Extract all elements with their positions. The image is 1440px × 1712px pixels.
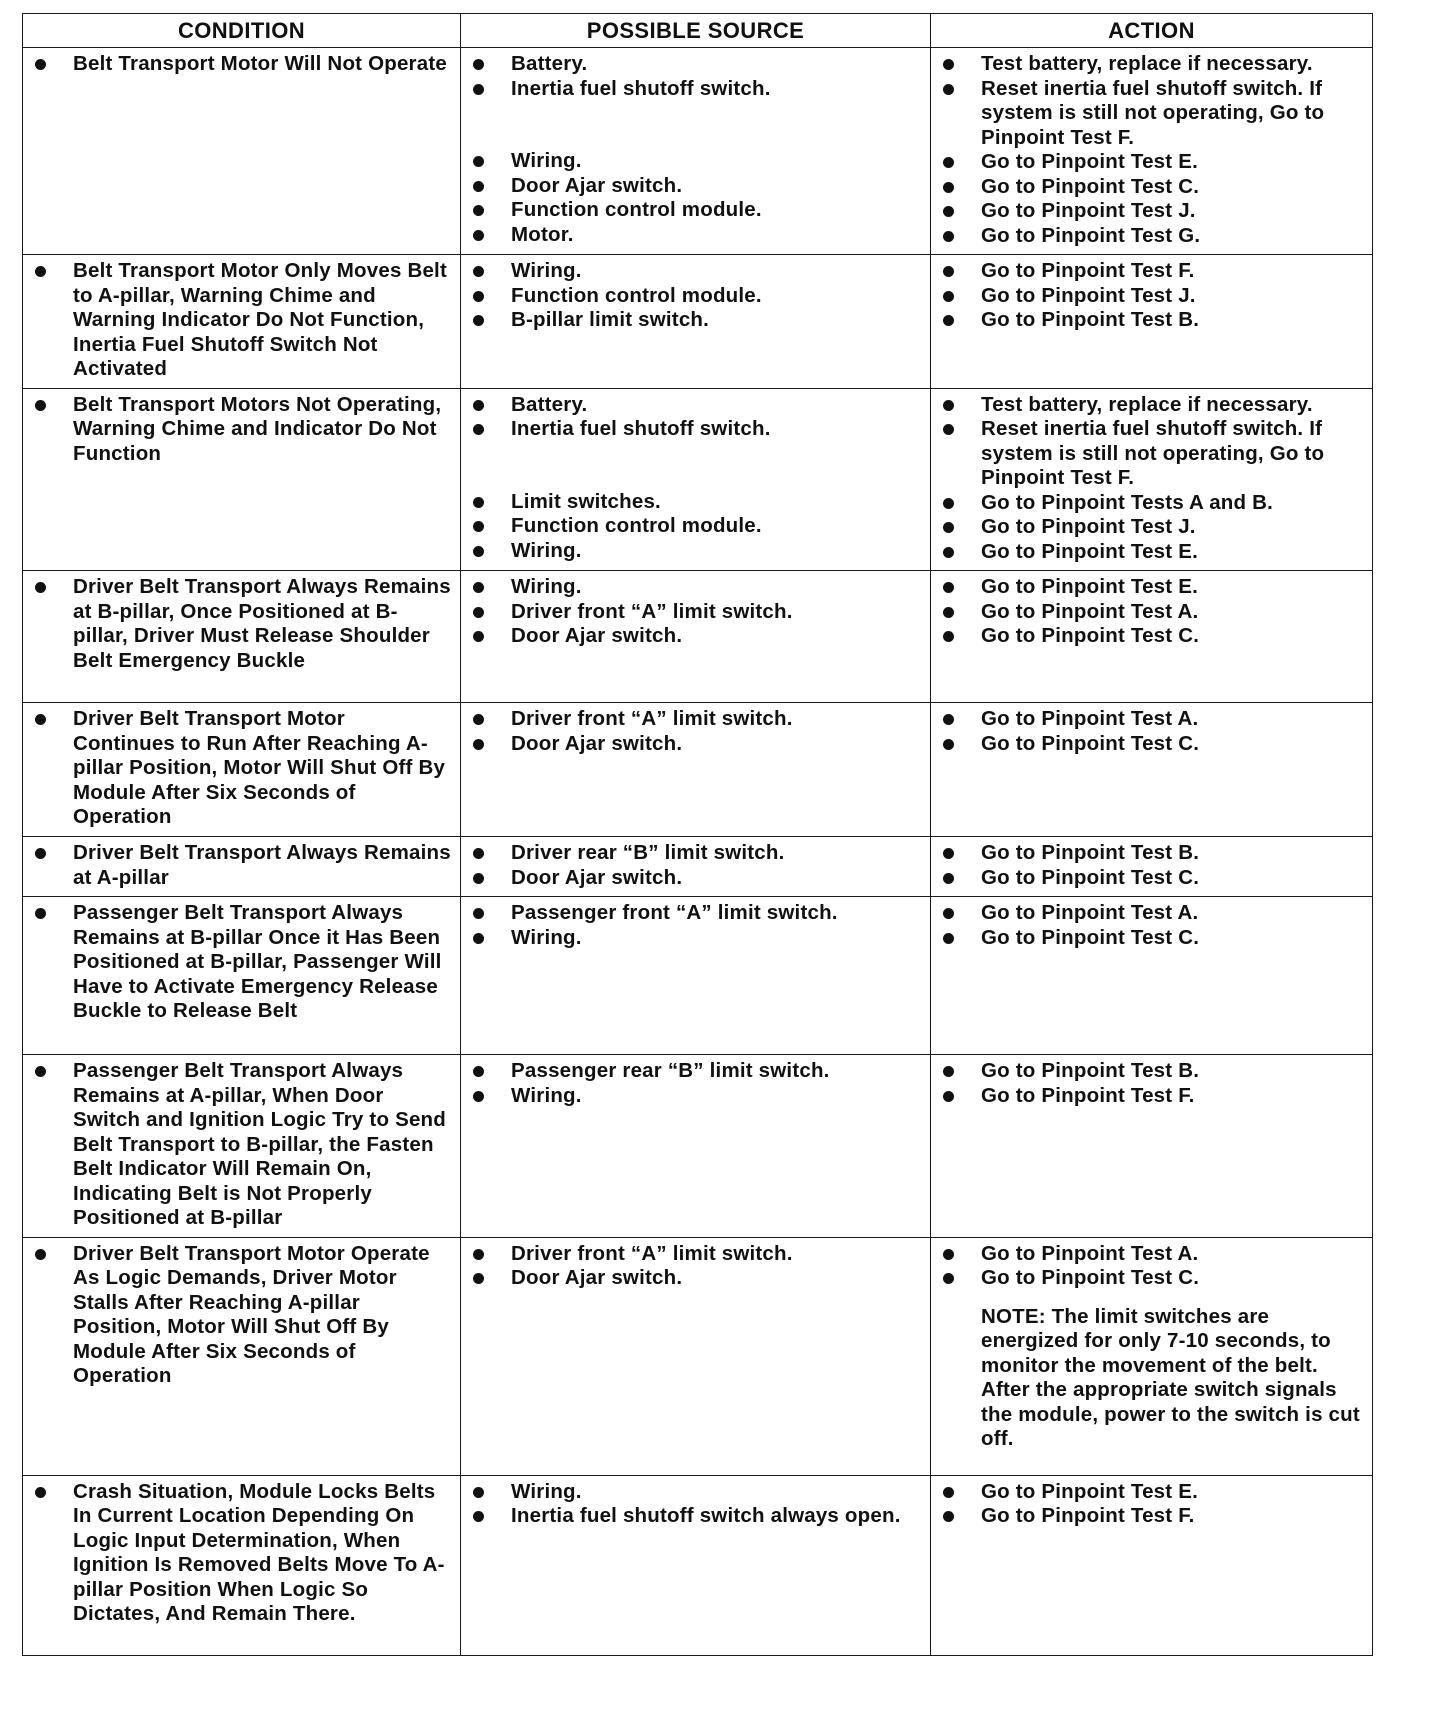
bullet-icon (943, 206, 954, 217)
bullet-icon (473, 908, 484, 919)
source-item-text: Wiring. (511, 925, 582, 949)
header-row (23, 14, 1373, 48)
source-item-text: Battery. (511, 52, 588, 75)
bullet-icon (35, 400, 46, 411)
bullet-icon (943, 231, 954, 242)
bullet-icon (473, 1487, 484, 1498)
condition-item-text: Belt Transport Motors Not Operating, Warning Chime and Indicator Do Not Function (73, 392, 442, 465)
bullet-icon (473, 848, 484, 859)
bullet-icon (473, 230, 484, 241)
source-cell (461, 255, 931, 389)
action-item (939, 491, 1364, 516)
source-item-text: Inertia fuel shutoff switch always open. (511, 1504, 901, 1527)
bullet-icon (473, 933, 484, 944)
source-item (469, 1242, 922, 1267)
bullet-icon (943, 607, 954, 618)
source-cell (461, 571, 931, 703)
bullet-icon (943, 547, 954, 558)
action-cell (931, 48, 1373, 255)
source-item (469, 308, 922, 333)
condition-cell (23, 703, 461, 837)
source-item-text: Driver front “A” limit switch. (511, 599, 793, 623)
bullet-icon (473, 497, 484, 508)
action-item (939, 308, 1364, 333)
source-cell (461, 1055, 931, 1238)
source-cell (461, 388, 931, 571)
condition-cell (23, 837, 461, 897)
action-item (939, 199, 1364, 224)
bullet-icon (473, 84, 484, 95)
table-row (23, 897, 1373, 1055)
action-item (939, 901, 1364, 926)
condition-cell (23, 1475, 461, 1655)
bullet-icon (35, 714, 46, 725)
source-item (469, 259, 922, 284)
bullet-icon (473, 315, 484, 326)
bullet-icon (943, 908, 954, 919)
action-cell (931, 837, 1373, 897)
source-cell (461, 1475, 931, 1655)
action-cell (931, 255, 1373, 389)
source-cell (461, 897, 931, 1055)
bullet-icon (943, 498, 954, 509)
bullet-icon (473, 521, 484, 532)
bullet-icon (35, 1487, 46, 1498)
bullet-icon (943, 1249, 954, 1260)
source-cell (461, 703, 931, 837)
source-item-text: Door Ajar switch. (511, 865, 683, 889)
action-cell (931, 571, 1373, 703)
source-item-text: Wiring. (511, 1083, 582, 1107)
bullet-icon (473, 546, 484, 557)
source-item (469, 149, 922, 174)
condition-item (31, 901, 452, 1024)
source-item (469, 284, 922, 309)
action-item (939, 1266, 1364, 1291)
header-action: ACTION (931, 14, 1373, 48)
action-item-text: Go to Pinpoint Test E. (981, 539, 1198, 563)
condition-item (31, 575, 452, 673)
action-item (939, 150, 1364, 175)
header-condition: CONDITION (23, 14, 461, 48)
action-item-text: Go to Pinpoint Test B. (981, 308, 1200, 331)
bullet-icon (943, 400, 954, 411)
source-item (469, 1266, 922, 1291)
table-row (23, 1055, 1373, 1238)
condition-item (31, 707, 452, 830)
source-item (469, 575, 922, 600)
diagnosis-table (22, 13, 1373, 1656)
bullet-icon (943, 157, 954, 168)
source-item (469, 600, 922, 625)
action-item-text: Go to Pinpoint Test G. (981, 223, 1201, 247)
bullet-icon (35, 266, 46, 277)
source-item-text: Battery. (511, 392, 588, 416)
action-item (939, 841, 1364, 866)
source-item (469, 624, 922, 649)
source-item-text: Inertia fuel shutoff switch. (511, 417, 771, 440)
condition-item-text: Passenger Belt Transport Always Remains at A-pillar, When Door Switch and Ignition Logic Try to Send Belt Transport to B-pillar, the Fasten Belt Indicator Will Remain On, Indicating Belt is Not Properly Positioned at B-pillar (73, 1059, 446, 1229)
bullet-icon (943, 522, 954, 533)
source-item-text: Limit switches. (511, 489, 661, 513)
source-cell (461, 837, 931, 897)
action-item-text: Go to Pinpoint Test C. (981, 925, 1200, 949)
action-item-text: Reset inertia fuel shutoff switch. If system is still not operating, Go to Pinpoint Test F. (981, 76, 1325, 149)
source-item (469, 1084, 922, 1109)
bullet-icon (943, 739, 954, 750)
condition-item (31, 841, 452, 890)
action-item (939, 259, 1364, 284)
condition-item-text: Driver Belt Transport Motor Operate As Logic Demands, Driver Motor Stalls After Reaching A-pillar Position, Motor Will Shut Off By Module After Six Seconds of Operation (73, 1241, 430, 1387)
bullet-icon (943, 424, 954, 435)
table-row (23, 48, 1373, 255)
action-item (939, 1504, 1364, 1529)
condition-item-text: Crash Situation, Module Locks Belts In Current Location Depending On Logic Input Determination, When Ignition Is Removed Belts Move To A-pillar Position When Logic So Dictates, And Remain There. (73, 1479, 445, 1625)
table-row (23, 255, 1373, 389)
condition-item (31, 393, 452, 467)
condition-cell (23, 388, 461, 571)
action-item (939, 284, 1364, 309)
condition-cell (23, 48, 461, 255)
bullet-icon (943, 714, 954, 725)
condition-item-text: Passenger Belt Transport Always Remains at B-pillar Once it Has Been Positioned at B-pillar, Passenger Will Have to Activate Emergency Release Buckle to Release Belt (73, 901, 442, 1022)
condition-item (31, 1242, 452, 1389)
bullet-icon (473, 631, 484, 642)
source-item (469, 174, 922, 199)
action-item (939, 866, 1364, 891)
table-row (23, 388, 1373, 571)
bullet-icon (943, 1273, 954, 1284)
source-item (469, 926, 922, 951)
source-item-text: Wiring. (511, 538, 582, 562)
bullet-icon (473, 400, 484, 411)
action-cell (931, 897, 1373, 1055)
action-item (939, 175, 1364, 200)
source-cell (461, 1237, 931, 1475)
action-item-text: Go to Pinpoint Test C. (981, 624, 1200, 647)
bullet-icon (473, 266, 484, 277)
action-cell (931, 388, 1373, 571)
source-item (469, 866, 922, 891)
source-item (469, 490, 922, 515)
source-item (469, 707, 922, 732)
bullet-icon (35, 582, 46, 593)
source-item (469, 198, 922, 223)
bullet-icon (473, 739, 484, 750)
source-item-text: Driver front “A” limit switch. (511, 1241, 793, 1265)
bullet-icon (473, 59, 484, 70)
source-item-text: Driver front “A” limit switch. (511, 707, 793, 730)
table-row (23, 571, 1373, 703)
bullet-icon (35, 59, 46, 70)
source-item (469, 223, 922, 248)
bullet-icon (473, 424, 484, 435)
source-item (469, 539, 922, 564)
source-item-text: Driver rear “B” limit switch. (511, 841, 785, 864)
source-item (469, 901, 922, 926)
source-item-text: Wiring. (511, 259, 582, 282)
action-item-text: Go to Pinpoint Test A. (981, 599, 1199, 623)
action-item-text: Go to Pinpoint Test J. (981, 199, 1196, 222)
bullet-icon (473, 181, 484, 192)
action-item (939, 1059, 1364, 1084)
table-row (23, 837, 1373, 897)
action-item (939, 417, 1364, 491)
bullet-icon (943, 873, 954, 884)
source-item (469, 514, 922, 539)
source-item-text: B-pillar limit switch. (511, 308, 710, 331)
bullet-icon (943, 315, 954, 326)
action-item (939, 540, 1364, 565)
action-item-text: Go to Pinpoint Test C. (981, 1266, 1200, 1289)
condition-item-text: Belt Transport Motor Only Moves Belt to A-pillar, Warning Chime and Warning Indicator Do Not Function, Inertia Fuel Shutoff Switch Not Activated (73, 259, 447, 380)
action-cell (931, 1475, 1373, 1655)
action-item (939, 224, 1364, 249)
action-item-text: Go to Pinpoint Test C. (981, 174, 1200, 198)
bullet-icon (943, 266, 954, 277)
source-item-text: Inertia fuel shutoff switch. (511, 76, 771, 100)
source-item (469, 393, 922, 418)
action-item (939, 1084, 1364, 1109)
action-cell (931, 1055, 1373, 1238)
bullet-icon (943, 848, 954, 859)
source-item-text: Passenger rear “B” limit switch. (511, 1059, 830, 1082)
bullet-icon (473, 873, 484, 884)
bullet-icon (473, 1066, 484, 1077)
bullet-icon (35, 908, 46, 919)
source-item (469, 732, 922, 757)
condition-cell (23, 1237, 461, 1475)
source-item-text: Wiring. (511, 149, 582, 172)
action-item-text: Go to Pinpoint Test J. (981, 283, 1196, 307)
source-item (469, 417, 922, 442)
bullet-icon (473, 714, 484, 725)
source-item (469, 1059, 922, 1084)
source-item-text: Passenger front “A” limit switch. (511, 901, 838, 924)
bullet-icon (473, 1091, 484, 1102)
bullet-icon (473, 291, 484, 302)
action-item-text: Reset inertia fuel shutoff switch. If system is still not operating, Go to Pinpoint Test F. (981, 417, 1325, 489)
bullet-icon (943, 84, 954, 95)
bullet-icon (473, 1511, 484, 1522)
condition-cell (23, 1055, 461, 1238)
action-item-text: Go to Pinpoint Test A. (981, 1241, 1199, 1265)
condition-item (31, 259, 452, 382)
bullet-icon (943, 1487, 954, 1498)
action-item-text: Go to Pinpoint Test F. (981, 1504, 1195, 1527)
bullet-icon (943, 933, 954, 944)
bullet-icon (943, 59, 954, 70)
table-row (23, 703, 1373, 837)
action-item (939, 515, 1364, 540)
bullet-icon (473, 205, 484, 216)
bullet-icon (943, 582, 954, 593)
action-item (939, 1242, 1364, 1267)
action-item (939, 575, 1364, 600)
action-note: NOTE: The limit switches are energized for only 7-10 seconds, to monitor the movement of the belt. After the appropriate switch signals the module, power to the switch is cut off. (981, 1304, 1360, 1450)
bullet-icon (473, 1249, 484, 1260)
action-item-text: Go to Pinpoint Test A. (981, 901, 1199, 924)
bullet-icon (943, 1066, 954, 1077)
action-item (939, 393, 1364, 418)
source-item (469, 1504, 922, 1529)
action-item-text: Go to Pinpoint Test E. (981, 1479, 1198, 1503)
action-item (939, 707, 1364, 732)
action-item-text: Go to Pinpoint Test C. (981, 865, 1200, 889)
action-item-text: Go to Pinpoint Test A. (981, 707, 1199, 730)
bullet-icon (473, 607, 484, 618)
bullet-icon (473, 1273, 484, 1284)
condition-cell (23, 255, 461, 389)
source-item-text: Function control module. (511, 514, 762, 537)
bullet-icon (35, 848, 46, 859)
table-row (23, 1475, 1373, 1655)
action-cell (931, 703, 1373, 837)
source-cell (461, 48, 931, 255)
source-item (469, 1480, 922, 1505)
source-item (469, 52, 922, 77)
bullet-icon (943, 1511, 954, 1522)
action-item-text: Go to Pinpoint Test B. (981, 841, 1200, 864)
source-item (469, 77, 922, 102)
action-item-text: Go to Pinpoint Test F. (981, 1083, 1195, 1107)
source-item-text: Door Ajar switch. (511, 1266, 683, 1289)
source-item-text: Door Ajar switch. (511, 173, 683, 197)
source-item-text: Wiring. (511, 1479, 582, 1503)
bullet-icon (943, 631, 954, 642)
action-item (939, 600, 1364, 625)
action-item-text: Go to Pinpoint Test C. (981, 731, 1200, 755)
action-item (939, 52, 1364, 77)
action-item-text: Test battery, replace if necessary. (981, 392, 1313, 416)
bullet-icon (473, 156, 484, 167)
condition-item-text: Driver Belt Transport Motor Continues to Run After Reaching A-pillar Position, Motor Will Shut Off By Module After Six Seconds of Operation (73, 707, 446, 828)
action-item-text: Go to Pinpoint Test E. (981, 575, 1198, 598)
condition-item-text: Driver Belt Transport Always Remains at A-pillar (73, 841, 451, 889)
action-item-text: Go to Pinpoint Test B. (981, 1059, 1200, 1082)
action-item (939, 624, 1364, 649)
condition-cell (23, 897, 461, 1055)
bullet-icon (943, 182, 954, 193)
action-item-text: Go to Pinpoint Test J. (981, 515, 1196, 538)
bullet-icon (943, 1091, 954, 1102)
action-item-text: Go to Pinpoint Test E. (981, 150, 1198, 173)
action-item-text: Test battery, replace if necessary. (981, 52, 1313, 75)
action-item (939, 1480, 1364, 1505)
bullet-icon (473, 582, 484, 593)
bullet-icon (35, 1249, 46, 1260)
action-item-text: Go to Pinpoint Tests A and B. (981, 490, 1274, 514)
condition-item-text: Driver Belt Transport Always Remains at B-pillar, Once Positioned at B-pillar, Driver Must Release Shoulder Belt Emergency Buckle (73, 575, 451, 672)
source-item-text: Function control module. (511, 283, 762, 307)
source-item-text: Door Ajar switch. (511, 731, 683, 755)
action-item (939, 732, 1364, 757)
header-possible-source: POSSIBLE SOURCE (461, 14, 931, 48)
action-cell (931, 1237, 1373, 1475)
condition-cell (23, 571, 461, 703)
source-item-text: Wiring. (511, 575, 582, 598)
source-item-text: Function control module. (511, 198, 762, 221)
source-item-text: Door Ajar switch. (511, 624, 683, 647)
source-item-text: Motor. (511, 222, 574, 246)
bullet-icon (35, 1066, 46, 1077)
condition-item (31, 52, 452, 77)
table-row (23, 1237, 1373, 1475)
action-item (939, 77, 1364, 151)
condition-item-text: Belt Transport Motor Will Not Operate (73, 52, 447, 75)
source-item (469, 841, 922, 866)
condition-item (31, 1480, 452, 1627)
condition-item (31, 1059, 452, 1231)
action-item-text: Go to Pinpoint Test F. (981, 259, 1195, 282)
bullet-icon (943, 291, 954, 302)
action-item (939, 926, 1364, 951)
